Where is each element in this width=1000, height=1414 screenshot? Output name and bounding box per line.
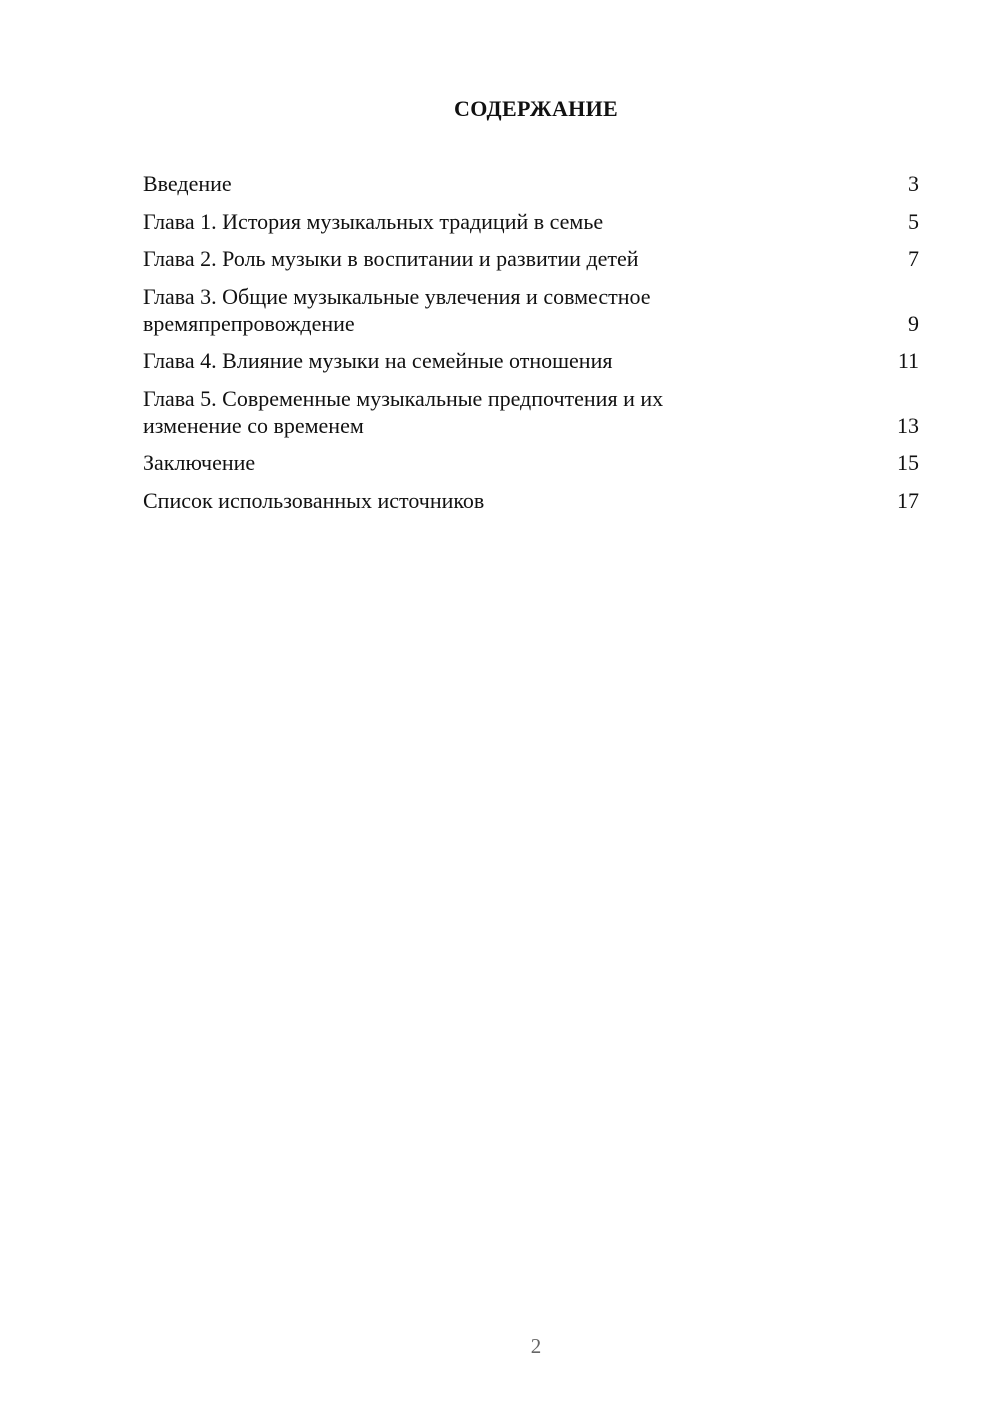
toc-title: СОДЕРЖАНИЕ [454, 96, 618, 121]
toc-entry-chapter-2 [143, 245, 919, 272]
toc-entry-label: Глава 2. Роль музыки в воспитании и развитии детей [143, 246, 639, 271]
toc-entry-chapter-3 [143, 283, 919, 337]
table-of-contents [143, 170, 919, 524]
toc-entry-conclusion [143, 449, 919, 476]
toc-entry-page: 15 [897, 450, 919, 475]
toc-entry-chapter-5 [143, 385, 919, 439]
toc-entry-page: 9 [908, 310, 919, 336]
toc-entry-page: 11 [897, 348, 919, 373]
toc-entry-page: 3 [908, 171, 919, 196]
toc-entry-label: Глава 5. Современные музыкальные предпочтения и их изменение со временем [143, 385, 664, 438]
page-number: 2 [530, 1334, 542, 1358]
toc-entry-page: 5 [908, 208, 919, 234]
toc-entry-references [143, 487, 919, 514]
toc-entry-page: 13 [897, 412, 919, 438]
toc-entry-label: Глава 1. История музыкальных традиций в семье [143, 208, 604, 234]
toc-entry-label: Глава 3. Общие музыкальные увлечения и совместное времяпрепровождение [143, 283, 651, 336]
toc-entry-page: 17 [897, 487, 919, 513]
toc-entry-label: Введение [143, 171, 232, 196]
toc-entry-label: Глава 4. Влияние музыки на семейные отношения [143, 348, 613, 373]
toc-entry-page: 7 [908, 246, 919, 271]
toc-entry-chapter-1 [143, 208, 919, 235]
toc-entry-label: Заключение [143, 450, 256, 475]
toc-entry-chapter-4 [143, 347, 919, 374]
toc-entry-label: Список использованных источников [143, 487, 485, 513]
toc-entry-introduction [143, 170, 919, 197]
